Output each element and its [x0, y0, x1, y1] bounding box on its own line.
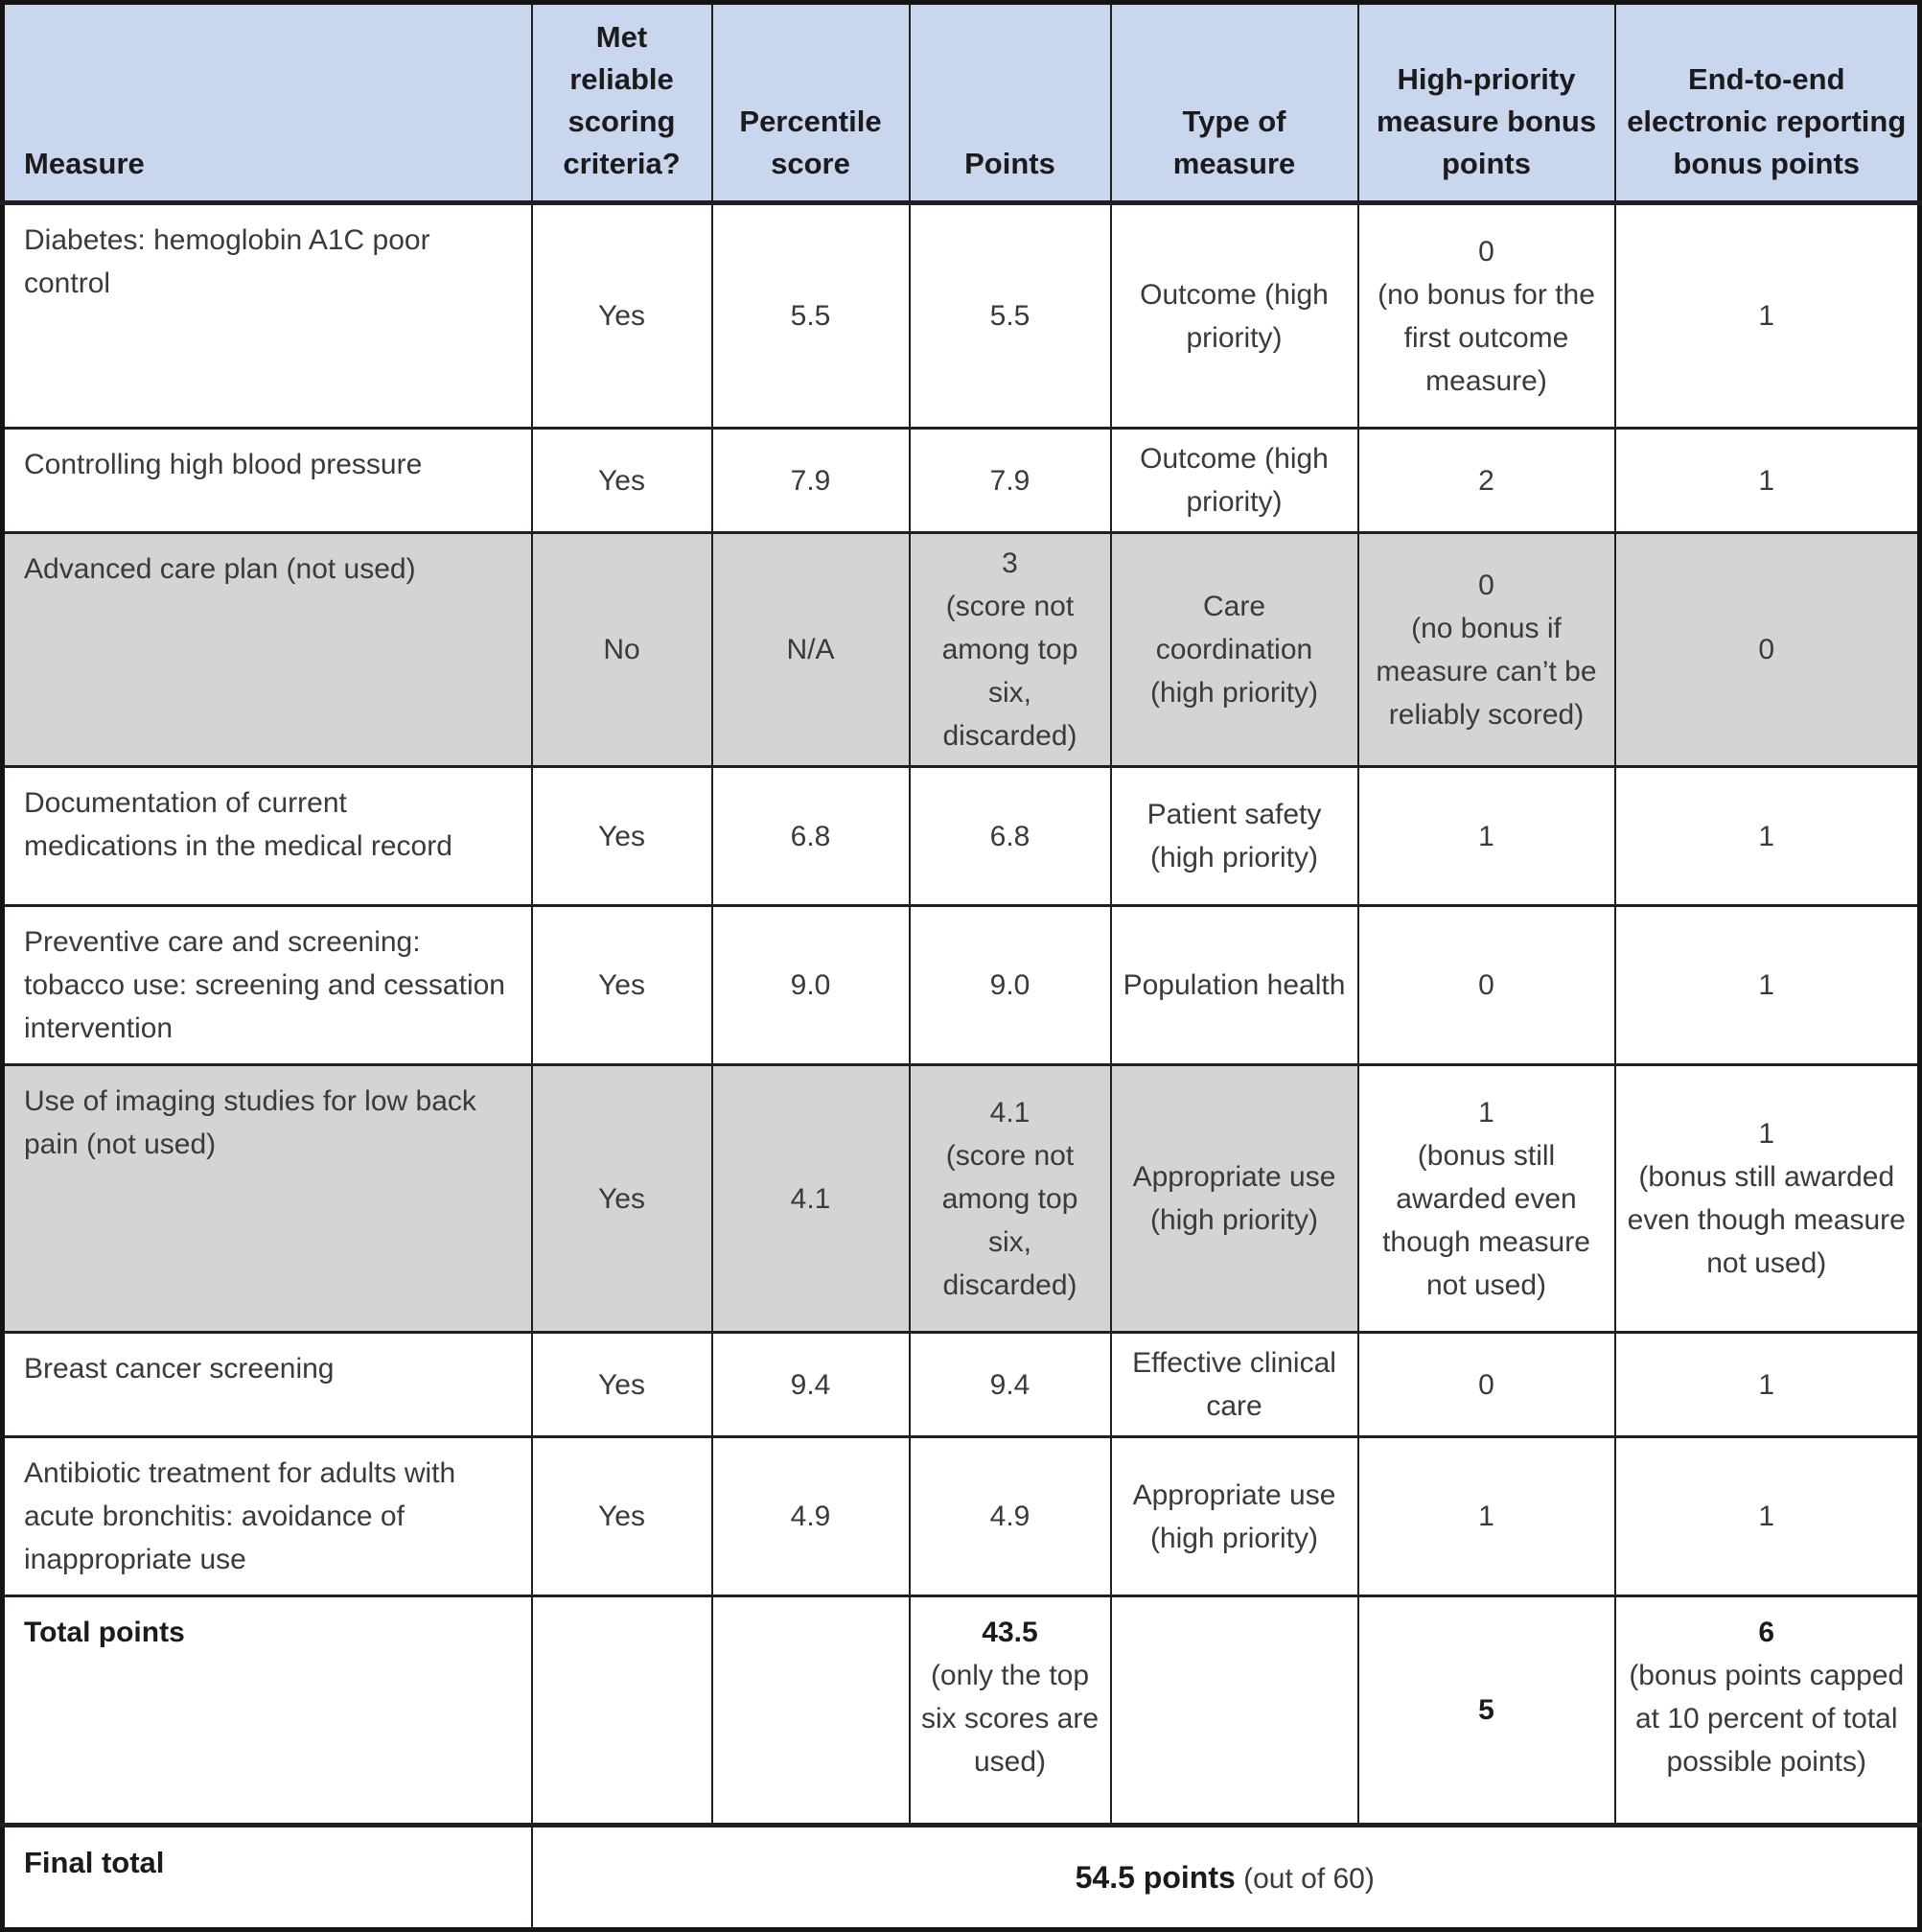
cell [910, 767, 1111, 906]
cell-value: 0 [1478, 569, 1494, 601]
cell [1615, 533, 1920, 767]
cell [910, 1065, 1111, 1333]
cell [1358, 429, 1615, 533]
cell-value: Outcome (high priority) [1140, 278, 1329, 354]
cell [1111, 906, 1358, 1065]
cell [532, 1065, 712, 1333]
cell-value: 0 [1478, 969, 1494, 1002]
column-header: Percentile score [712, 3, 910, 203]
cell-note: (bonus points capped at 10 percent of total possible points) [1629, 1660, 1905, 1779]
cell [1111, 1596, 1358, 1826]
column-header: Points [910, 3, 1111, 203]
cell-note: (only the top six scores are used) [920, 1660, 1100, 1779]
cell [712, 203, 910, 429]
cell-value: Documentation of current medications in the medical record [24, 787, 452, 863]
cell [1358, 1437, 1615, 1596]
column-header: Met reliable scoring criteria? [532, 3, 712, 203]
cell-value: 9.4 [989, 1368, 1030, 1401]
cell-value: Yes [598, 969, 645, 1002]
cell [712, 1333, 910, 1437]
cell-note: (score not among top six, discarded) [941, 1139, 1078, 1301]
cell-value: 6 [1758, 1617, 1775, 1649]
cell [1615, 1065, 1920, 1333]
cell-value: Yes [598, 820, 645, 852]
cell-value: 5.5 [790, 300, 831, 333]
cell [712, 1437, 910, 1596]
cell-value: 3 [1002, 547, 1018, 580]
measure-cell [3, 533, 532, 767]
cell-value: 1 [1758, 464, 1775, 497]
cell-value: No [603, 634, 640, 666]
cell-value: Effective clinical care [1132, 1347, 1336, 1423]
cell-value: 4.1 [989, 1096, 1030, 1129]
cell-note: (bonus still awarded even though measure not used) [1627, 1161, 1906, 1280]
cell [1111, 429, 1358, 533]
cell-value: 1 [1758, 969, 1775, 1002]
cell-value: Appropriate use (high priority) [1132, 1161, 1336, 1237]
table-row [3, 203, 1920, 429]
cell [712, 767, 910, 906]
cell-value: 1 [1758, 1501, 1775, 1533]
cell-value: 1 [1758, 820, 1775, 852]
cell-value: 6.8 [790, 820, 831, 852]
cell [532, 203, 712, 429]
table-row [3, 1596, 1920, 1826]
column-header: Type of measure [1111, 3, 1358, 203]
cell-value: Controlling high blood pressure [24, 449, 423, 481]
cell-value: 0 [1478, 1368, 1494, 1401]
cell-value: Preventive care and screening: tobacco use: screening and cessation intervention [24, 926, 505, 1045]
cell-value: Advanced care plan (not used) [24, 553, 416, 586]
table-row [3, 533, 1920, 767]
cell-value: Appropriate use (high priority) [1132, 1478, 1336, 1554]
cell [712, 906, 910, 1065]
measure-cell [3, 1596, 532, 1826]
cell [910, 1437, 1111, 1596]
cell [1615, 1437, 1920, 1596]
cell-value: 1 [1478, 1096, 1494, 1129]
cell-note: (no bonus if measure can’t be reliably scored) [1376, 612, 1597, 731]
cell-value: N/A [786, 634, 835, 666]
cell [532, 533, 712, 767]
cell [1111, 1437, 1358, 1596]
cell-value: 7.9 [790, 464, 831, 497]
table-row [3, 429, 1920, 533]
cell-value: Use of imaging studies for low back pain (not used) [24, 1085, 476, 1161]
cell-note: (no bonus for the first outcome measure) [1378, 278, 1595, 397]
cell [910, 906, 1111, 1065]
table-row [3, 906, 1920, 1065]
cell [532, 429, 712, 533]
cell [1358, 203, 1615, 429]
column-header: End-to-end electronic reporting bonus points [1615, 3, 1920, 203]
cell [712, 1596, 910, 1826]
cell-value: 1 [1758, 300, 1775, 333]
cell [910, 429, 1111, 533]
cell [532, 1437, 712, 1596]
measure-cell [3, 1437, 532, 1596]
cell-value: Antibiotic treatment for adults with acute bronchitis: avoidance of inappropriate use [24, 1457, 456, 1576]
cell-value: Yes [598, 464, 645, 497]
cell-value: 1 [1758, 1368, 1775, 1401]
cell [532, 1596, 712, 1826]
cell-value: Patient safety (high priority) [1146, 799, 1322, 874]
table-header [3, 3, 1920, 203]
cell [1358, 533, 1615, 767]
cell [1111, 1065, 1358, 1333]
cell [1358, 1065, 1615, 1333]
cell-value: 9.4 [790, 1368, 831, 1401]
final-total-row [3, 1826, 1920, 1930]
cell [910, 1596, 1111, 1826]
cell-value: 5.5 [989, 300, 1030, 333]
cell-value: 9.0 [989, 969, 1030, 1002]
cell [1615, 906, 1920, 1065]
column-header: Measure [3, 3, 532, 203]
cell [532, 906, 712, 1065]
final-total-label-cell [3, 1826, 532, 1930]
cell [1358, 1333, 1615, 1437]
cell-value: 6.8 [989, 820, 1030, 852]
cell [532, 1333, 712, 1437]
cell-value: Yes [598, 300, 645, 333]
table-row [3, 767, 1920, 906]
cell-value: 43.5 [982, 1617, 1038, 1649]
measure-cell [3, 203, 532, 429]
cell [712, 429, 910, 533]
cell-value: Breast cancer screening [24, 1353, 335, 1385]
cell-value: Total points [24, 1617, 185, 1649]
cell [1111, 203, 1358, 429]
table-row [3, 1437, 1920, 1596]
measure-cell [3, 429, 532, 533]
cell-value: 2 [1478, 464, 1494, 497]
cell-value: 1 [1758, 1118, 1775, 1151]
table-row [3, 1065, 1920, 1333]
cell-value: Yes [598, 1182, 645, 1215]
cell [1358, 1596, 1615, 1826]
cell [1111, 533, 1358, 767]
cell-value: Outcome (high priority) [1140, 443, 1329, 519]
cell [1615, 203, 1920, 429]
table-row [3, 1333, 1920, 1437]
measure-cell [3, 767, 532, 906]
final-total-points: 54.5 points [1075, 1860, 1236, 1896]
cell [712, 533, 910, 767]
cell-value: 0 [1758, 634, 1775, 666]
cell-value: Care coordination (high priority) [1149, 591, 1319, 710]
cell-value: 9.0 [790, 969, 831, 1002]
cell [1615, 1596, 1920, 1826]
cell [910, 533, 1111, 767]
cell [1615, 767, 1920, 906]
cell-value: 1 [1478, 1501, 1494, 1533]
cell [1615, 1333, 1920, 1437]
cell-value: 0 [1478, 235, 1494, 268]
header-row [3, 3, 1920, 203]
cell-value: Yes [598, 1501, 645, 1533]
cell-note: (score not among top six, discarded) [941, 591, 1078, 753]
cell-value: Population health [1123, 969, 1346, 1002]
cell [1358, 767, 1615, 906]
measure-cell [3, 1065, 532, 1333]
cell-value: 5 [1478, 1694, 1494, 1727]
final-total-label: Final total [24, 1846, 165, 1880]
cell [712, 1065, 910, 1333]
table-body [3, 203, 1920, 1930]
measure-cell [3, 906, 532, 1065]
cell-value: Yes [598, 1368, 645, 1401]
final-total-value-cell [532, 1826, 1920, 1930]
final-total-out-of: (out of 60) [1235, 1863, 1375, 1896]
cell [532, 767, 712, 906]
cell [1111, 767, 1358, 906]
cell-note: (bonus still awarded even though measure not used) [1382, 1139, 1590, 1301]
cell-value: 4.9 [790, 1501, 831, 1533]
measure-cell [3, 1333, 532, 1437]
cell-value: 1 [1478, 820, 1494, 852]
cell-value: 4.9 [989, 1501, 1030, 1533]
cell-value: 4.1 [790, 1182, 831, 1215]
cell [1615, 429, 1920, 533]
cell [1358, 906, 1615, 1065]
cell-value: 7.9 [989, 464, 1030, 497]
cell-value: Diabetes: hemoglobin A1C poor control [24, 224, 430, 300]
cell [910, 203, 1111, 429]
cell [1111, 1333, 1358, 1437]
column-header: High-priority measure bonus points [1358, 3, 1615, 203]
cell [910, 1333, 1111, 1437]
